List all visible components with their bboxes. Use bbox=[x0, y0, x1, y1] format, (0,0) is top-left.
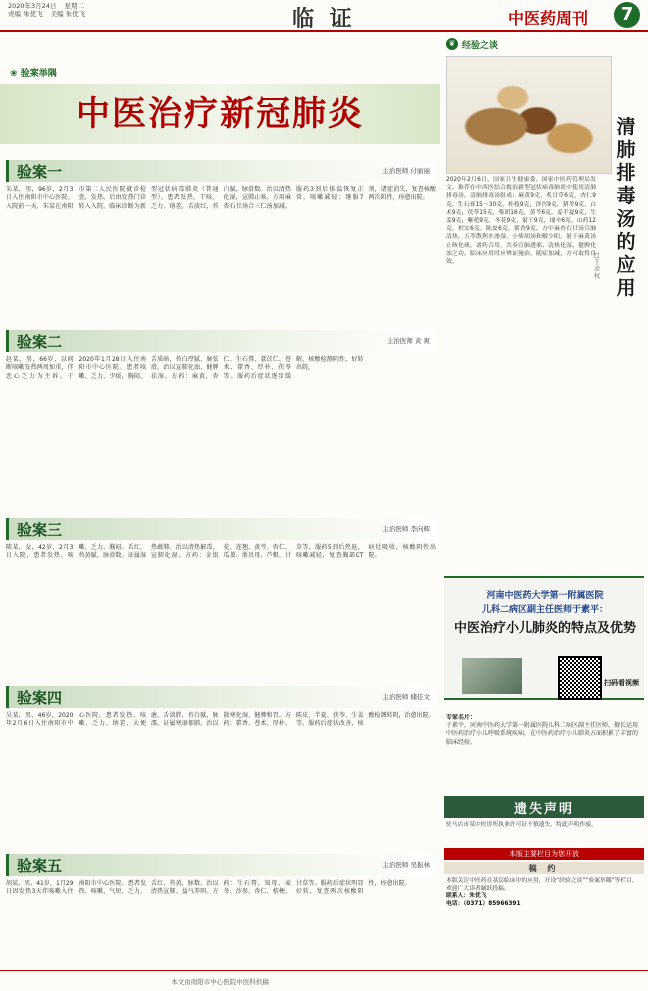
headline: 中医治疗新冠肺炎 bbox=[76, 94, 364, 134]
case-2-title: 验案二 bbox=[17, 333, 63, 351]
submission-phone: 电话：（0371）85966391 bbox=[446, 900, 521, 907]
case-2 bbox=[6, 330, 436, 508]
case-1 bbox=[6, 160, 436, 318]
case-3-header bbox=[6, 518, 436, 540]
case-5-header bbox=[6, 854, 436, 876]
case-4-title: 验案四 bbox=[17, 689, 63, 707]
case-4-header bbox=[6, 686, 436, 708]
case-3-author: 主治医师 李向辉 bbox=[382, 525, 430, 533]
submission-banner bbox=[444, 848, 644, 860]
page-number-badge: 7 bbox=[614, 2, 640, 28]
column-kicker-label: 验案举隅 bbox=[20, 69, 57, 79]
case-2-author: 主治医师 黄 爽 bbox=[386, 337, 430, 345]
notice-text: 驻马店市某中医诊所执业许可证不慎遗失，特此声明作废。 bbox=[446, 822, 597, 828]
page-footer bbox=[0, 970, 648, 991]
section-title: 临 证 bbox=[292, 6, 356, 32]
promo-doctor: 儿科二病区副主任医师于素平： bbox=[481, 605, 608, 615]
case-3-title: 验案三 bbox=[17, 521, 63, 539]
case-2-body: 赵某，男，66岁，以间断咳嗽发热两周加重，伴恶心乏力为主诉。于2020年1月28日入住南阳市中心医院。患者咳嗽、乏力、少痰，胸闷，舌质暗，苔白厚腻，脉弦滑。治以宣肺化浊、健脾祛湿。方药：麻黄、杏仁、生石膏、薏苡仁、苍术、藿香、厚朴、茯苓等。服药后症状逐步缓解，核酸检测阴性，好转出院。 bbox=[6, 356, 364, 380]
promo-title: 中医治疗小儿肺炎的特点及优势 bbox=[453, 621, 636, 636]
case-5-author: 主治医师 吴振林 bbox=[382, 861, 430, 869]
masthead bbox=[0, 0, 648, 32]
promo-hospital: 河南中医药大学第一附属医院 bbox=[486, 591, 604, 601]
masthead-meta bbox=[8, 2, 93, 18]
qr-code-icon[interactable] bbox=[558, 656, 602, 700]
case-1-author: 主治医师 付丽丽 bbox=[382, 167, 430, 175]
submission-title: 稿 约 bbox=[528, 864, 560, 873]
doctor-photo bbox=[462, 658, 522, 694]
expert-card-label: 专家名片： bbox=[446, 714, 477, 721]
case-4 bbox=[6, 686, 436, 844]
article-body: 2020年2月6日，国家卫生健康委、国家中医药管理局发文，推荐在中西医结合救治新型冠状病毒肺炎中使用清肺排毒汤。清肺排毒汤组成：麻黄9克，炙甘草6克，杏仁9克，生石膏15～30克，桂枝9克，泽泻9克，猪苓9克，白术9克，茯苓15克，柴胡16克，黄芩6克，姜半夏9克，生姜9克，紫菀9克，冬花9克，射干9克，细辛6克，山药12克，枳实6克，陈皮6克，藿香9克。方中麻杏石甘汤宣肺清热，五苓散利水渗湿，小柴胡汤和解少阳，射干麻黄汤止咳化痰。诸药合用，共奏宣肺透邪、清热化湿、健脾化浊之功。临床应用时应辨证施治，随症加减，方可取得良效。 bbox=[446, 177, 596, 266]
case-1-body: 朱某，男，96岁，2月3日入住南阳市中心医院。入院前一天，朱某在南阳市第二人民医院就诊检查，发热，后由发热门诊转入入院。临床诊断为新型冠状病毒肺炎（普通型）。患者发热、干咳、乏力、纳差，舌淡红，苔白腻，脉滑数。治以清热化湿，宣肺止咳。方用麻杏石甘汤合三仁汤加减。服药3剂后体温恢复正常，咳嗽减轻；继服7剂，诸症消失，复查核酸两次阴性，痊愈出院。 bbox=[6, 186, 436, 210]
submission-contact: 联系人：朱优飞 bbox=[446, 893, 487, 900]
expert-card-text: 于素平，河南中医药大学第一附属医院儿科二病区副主任医师，擅长运用中医药治疗小儿呼吸系统疾病，在中医药治疗小儿肺炎方面积累了丰富的临床经验。 bbox=[446, 722, 639, 746]
case-5-body: 胡某，男，41岁，1月29日因发热3天伴咳嗽入住南阳市中心医院。患者发热、咳嗽、气短、乏力。舌红，苔黄，脉数。治以清热宣肺、益气养阴。方药：生石膏、知母、麦冬、沙参、杏仁、桔梗、甘草等。服药后症状明显好转，复查两次核酸阴性，痊愈出院。 bbox=[6, 880, 411, 896]
footer-credit: 本文由南阳市中心医院中医科供稿 bbox=[171, 978, 269, 986]
experience-column-label: 经验之谈 bbox=[462, 41, 499, 51]
herbal-medicine-photo bbox=[446, 56, 612, 174]
submission-banner-text: 本版主要栏目为您开放 bbox=[509, 850, 579, 858]
leaf-icon: ❦ bbox=[446, 38, 458, 50]
submission-title-bar bbox=[444, 862, 644, 874]
case-3-body: 陈某，女，42岁，2月3日入院，患者发热、咳嗽、乏力、胸闷。舌红，苔黄腻，脉滑数。证属湿热蕴肺。治以清热解毒、宣肺化湿。方药：金银花、连翘、黄芩、杏仁、瓜蒌、浙贝母、芦根、甘草等。服药5剂后热退，咳嗽减轻，复查胸部CT病灶吸收，核酸阴性出院。 bbox=[6, 544, 436, 560]
right-column bbox=[444, 36, 644, 956]
case-3 bbox=[6, 518, 436, 676]
column-kicker: ❀ 验案举隅 bbox=[10, 69, 57, 79]
case-1-header bbox=[6, 160, 436, 182]
experience-column-header bbox=[444, 36, 644, 54]
case-1-title: 验案一 bbox=[17, 163, 63, 181]
headline-banner bbox=[0, 84, 440, 144]
editor-credit: 责编 朱优飞 bbox=[8, 10, 43, 18]
video-promo bbox=[444, 576, 644, 700]
case-5-title: 验案五 bbox=[17, 857, 63, 875]
issue-weekday: 星期二 bbox=[64, 2, 84, 10]
notice-title: 遗失声明 bbox=[513, 802, 574, 817]
expert-card bbox=[446, 714, 642, 794]
case-2-header bbox=[6, 330, 436, 352]
case-5 bbox=[6, 854, 436, 966]
issue-date: 2020年3月24日 bbox=[8, 2, 57, 10]
designer-credit: 美编 朱优飞 bbox=[50, 10, 86, 18]
article-title: 清肺排毒汤的应用 bbox=[616, 116, 636, 299]
submission-body bbox=[446, 878, 642, 958]
case-4-body: 吴某，男，46岁，2020年2月6日入住南阳市中心医院。患者发热、咳嗽、乏力、纳差、大便溏，舌淡胖，苔白腻，脉濡。证属寒湿郁肺。治以散寒化湿、健脾和胃。方药：藿香、苍术、厚朴、陈皮、半夏、茯苓、生姜等。服药后症状改善，核酸检测转阴，治愈出院。 bbox=[6, 712, 435, 728]
notice-banner bbox=[444, 796, 644, 818]
case-4-author: 主治医师 储佳文 bbox=[382, 693, 430, 701]
submission-text: 本版关注中医药在基层临床中的应用，开设“经验之谈”“验案举隅”等栏目，欢迎广大读者踊跃投稿。 bbox=[446, 878, 638, 892]
scan-video-label: 扫码看视频 bbox=[604, 679, 639, 687]
article-author: □王彦权 bbox=[594, 252, 601, 280]
publication-title: 中医药周刊 bbox=[508, 9, 589, 28]
